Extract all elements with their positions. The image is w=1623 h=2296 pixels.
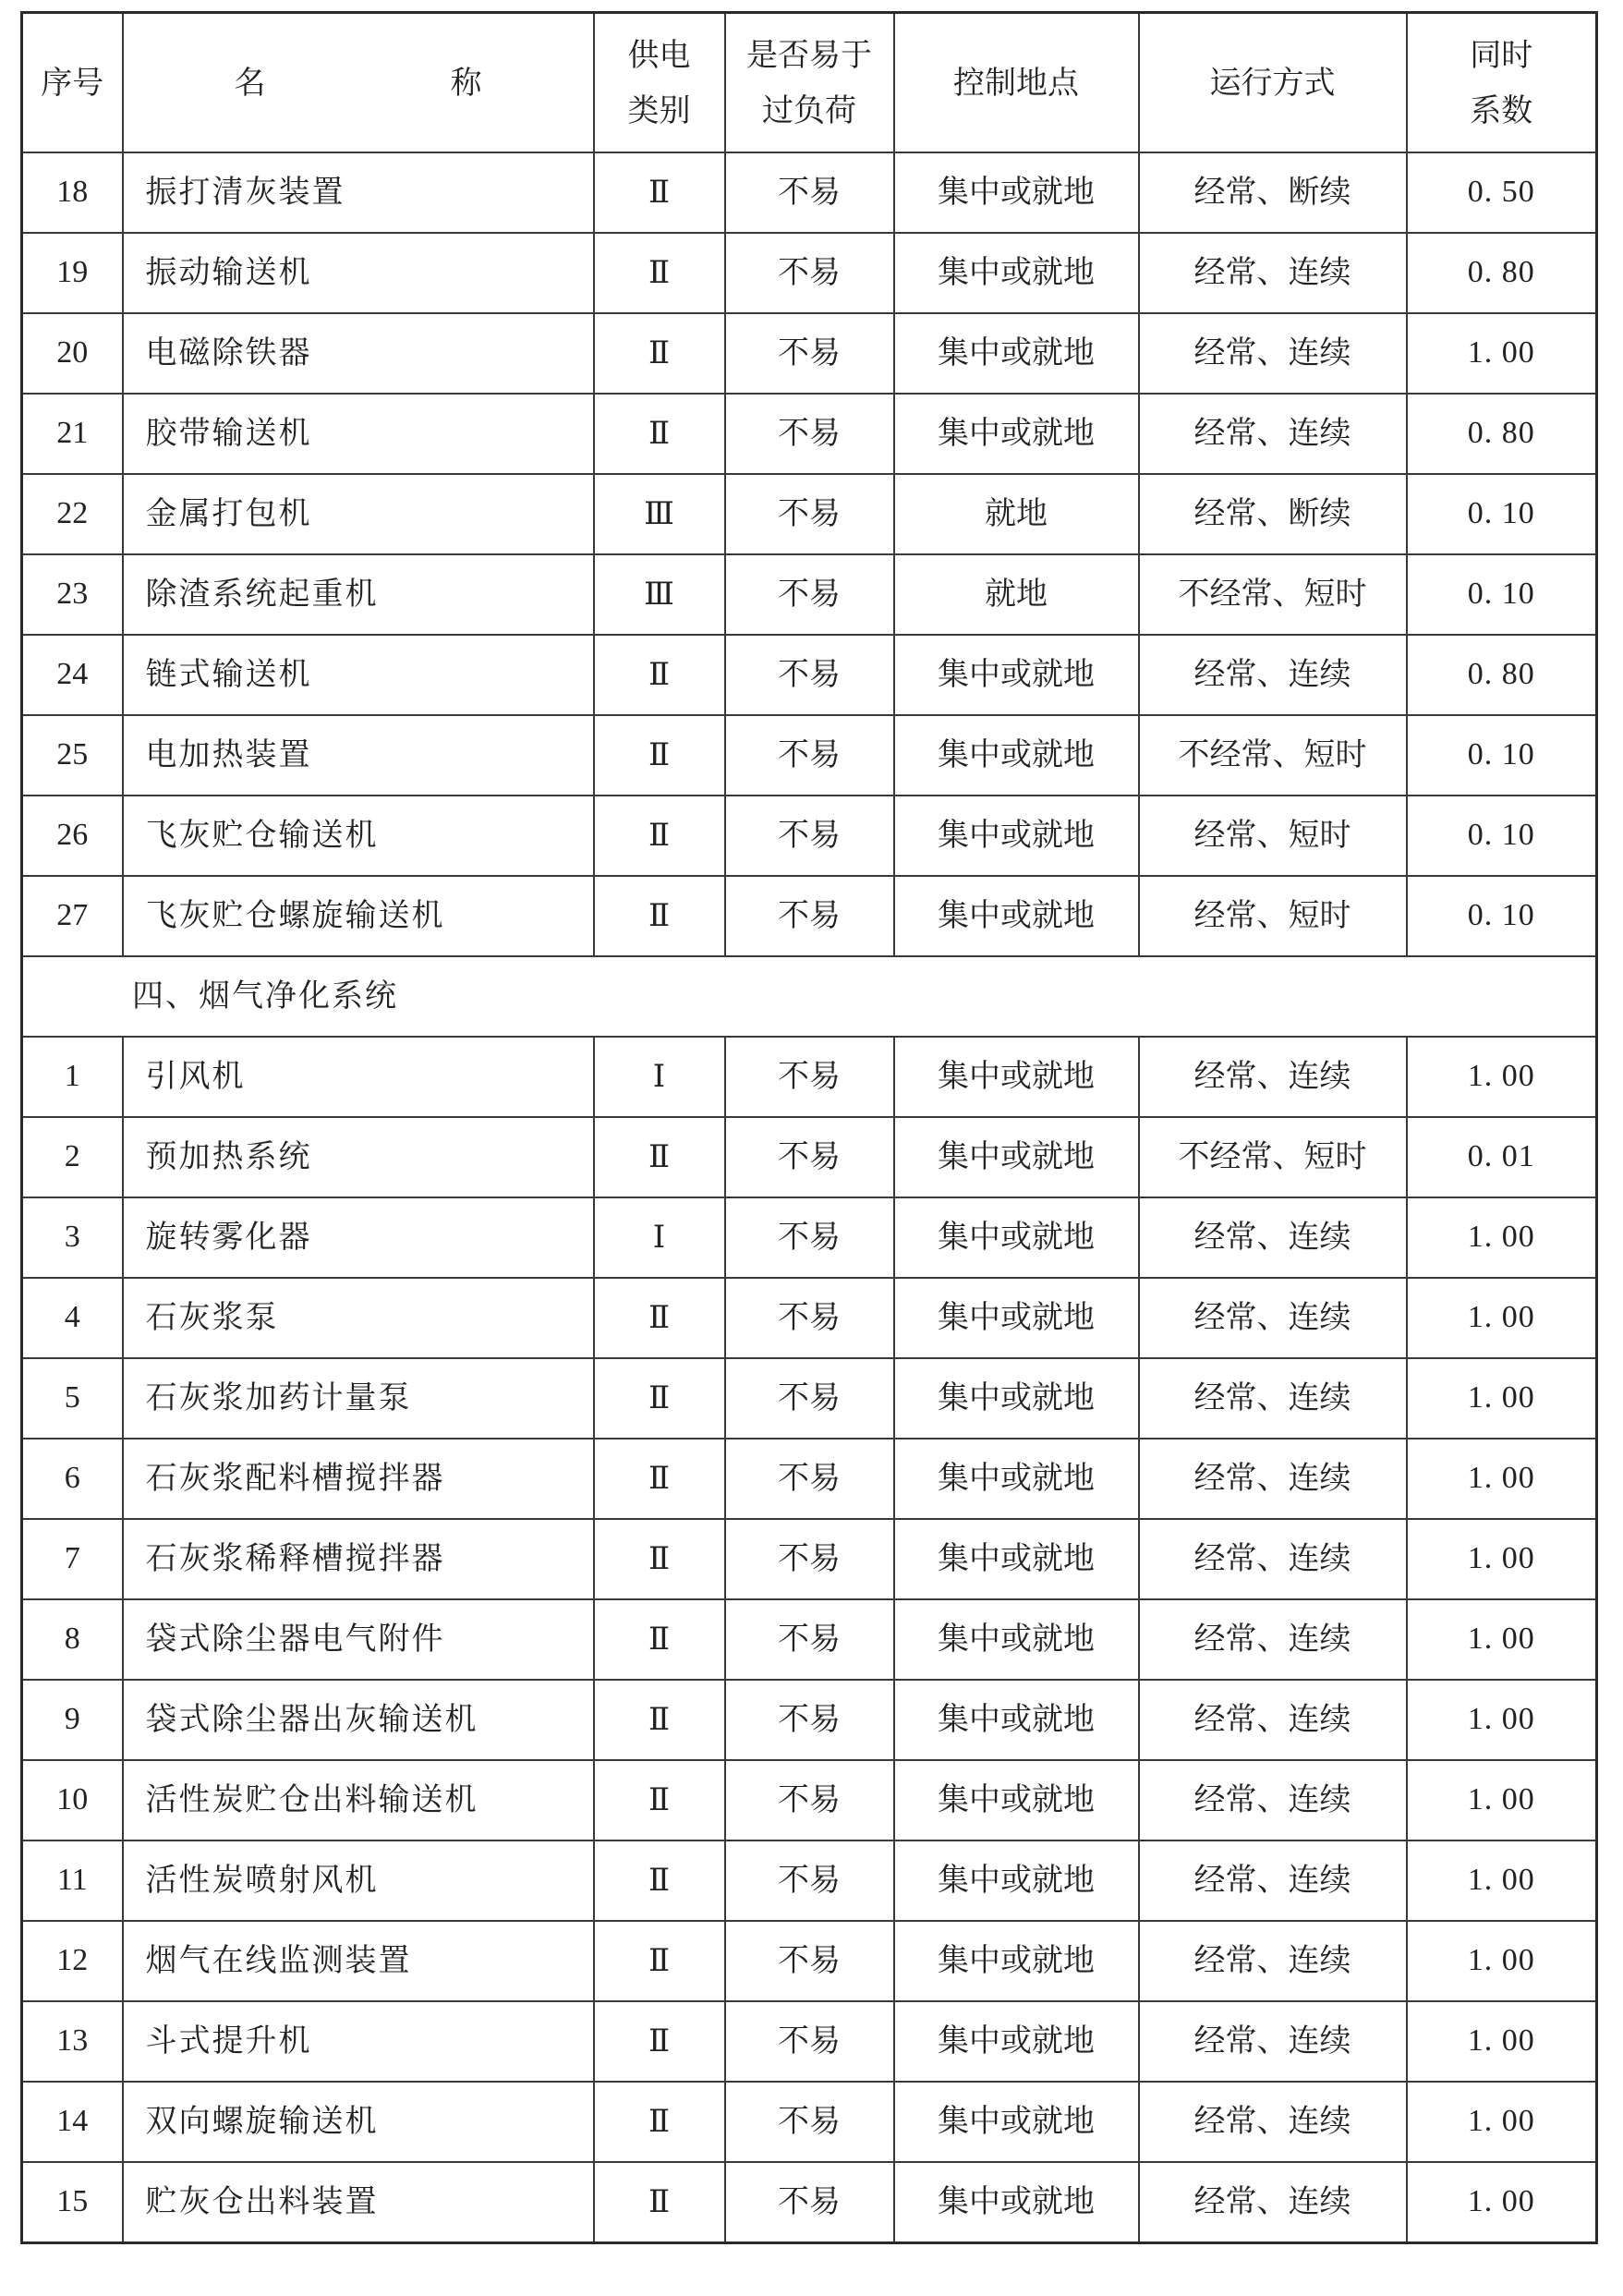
cell-operation-mode: 经常、连续 bbox=[1139, 1760, 1407, 1840]
cell-operation-mode: 经常、连续 bbox=[1139, 1358, 1407, 1439]
cell-seq: 8 bbox=[22, 1599, 123, 1680]
cell-operation-mode: 经常、连续 bbox=[1139, 635, 1407, 715]
cell-overload: 不易 bbox=[725, 1439, 894, 1519]
cell-name: 石灰浆配料槽搅拌器 bbox=[123, 1439, 594, 1519]
cell-supply-class: Ⅱ bbox=[594, 715, 725, 796]
table-row bbox=[22, 1117, 1597, 1197]
header-coef-line2: 系数 bbox=[1470, 91, 1533, 129]
cell-name: 金属打包机 bbox=[123, 474, 594, 554]
cell-overload: 不易 bbox=[725, 1117, 894, 1197]
cell-seq: 12 bbox=[22, 1921, 123, 2001]
cell-supply-class: Ⅱ bbox=[594, 2162, 725, 2243]
header-supply-class bbox=[594, 13, 725, 153]
cell-coefficient: 1. 00 bbox=[1407, 1278, 1597, 1358]
cell-operation-mode: 经常、连续 bbox=[1139, 2162, 1407, 2243]
cell-supply-class: Ⅱ bbox=[594, 1840, 725, 1921]
cell-supply-class: Ⅲ bbox=[594, 554, 725, 635]
table-body bbox=[22, 152, 1597, 2243]
cell-supply-class: Ⅱ bbox=[594, 1760, 725, 1840]
cell-seq: 5 bbox=[22, 1358, 123, 1439]
cell-control-location: 集中或就地 bbox=[894, 796, 1139, 876]
cell-overload: 不易 bbox=[725, 554, 894, 635]
cell-operation-mode: 不经常、短时 bbox=[1139, 715, 1407, 796]
table-row bbox=[22, 1439, 1597, 1519]
header-mode-text: 运行方式 bbox=[1209, 64, 1336, 102]
cell-operation-mode: 经常、连续 bbox=[1139, 1599, 1407, 1680]
header-simultaneity-coefficient bbox=[1407, 13, 1597, 153]
table-row bbox=[22, 715, 1597, 796]
cell-coefficient: 0. 80 bbox=[1407, 233, 1597, 313]
header-control-location bbox=[894, 13, 1139, 153]
cell-operation-mode: 经常、连续 bbox=[1139, 1680, 1407, 1760]
cell-seq: 24 bbox=[22, 635, 123, 715]
table-row bbox=[22, 1519, 1597, 1599]
cell-seq: 10 bbox=[22, 1760, 123, 1840]
header-name-right: 称 bbox=[450, 64, 482, 102]
cell-coefficient: 0. 80 bbox=[1407, 394, 1597, 474]
cell-coefficient: 0. 10 bbox=[1407, 796, 1597, 876]
cell-name: 旋转雾化器 bbox=[123, 1197, 594, 1278]
table-row bbox=[22, 1278, 1597, 1358]
cell-name: 袋式除尘器出灰输送机 bbox=[123, 1680, 594, 1760]
cell-coefficient: 1. 00 bbox=[1407, 1680, 1597, 1760]
cell-supply-class: Ⅱ bbox=[594, 1439, 725, 1519]
cell-control-location: 集中或就地 bbox=[894, 233, 1139, 313]
table-row bbox=[22, 1840, 1597, 1921]
cell-name: 活性炭喷射风机 bbox=[123, 1840, 594, 1921]
cell-operation-mode: 经常、连续 bbox=[1139, 1439, 1407, 1519]
cell-overload: 不易 bbox=[725, 635, 894, 715]
cell-control-location: 集中或就地 bbox=[894, 1037, 1139, 1117]
cell-operation-mode: 经常、断续 bbox=[1139, 152, 1407, 233]
cell-coefficient: 1. 00 bbox=[1407, 1037, 1597, 1117]
cell-control-location: 集中或就地 bbox=[894, 2162, 1139, 2243]
cell-control-location: 集中或就地 bbox=[894, 1840, 1139, 1921]
cell-operation-mode: 经常、连续 bbox=[1139, 1197, 1407, 1278]
cell-supply-class: Ⅱ bbox=[594, 796, 725, 876]
cell-coefficient: 1. 00 bbox=[1407, 1358, 1597, 1439]
cell-seq: 6 bbox=[22, 1439, 123, 1519]
header-row bbox=[22, 13, 1597, 153]
table-row bbox=[22, 2162, 1597, 2243]
table-row bbox=[22, 313, 1597, 394]
cell-operation-mode: 经常、连续 bbox=[1139, 2001, 1407, 2082]
cell-supply-class: Ⅱ bbox=[594, 1921, 725, 2001]
cell-operation-mode: 不经常、短时 bbox=[1139, 1117, 1407, 1197]
cell-overload: 不易 bbox=[725, 1037, 894, 1117]
cell-coefficient: 0. 80 bbox=[1407, 635, 1597, 715]
cell-seq: 1 bbox=[22, 1037, 123, 1117]
cell-supply-class: Ⅱ bbox=[594, 1680, 725, 1760]
table-row bbox=[22, 635, 1597, 715]
cell-seq: 19 bbox=[22, 233, 123, 313]
cell-control-location: 集中或就地 bbox=[894, 1117, 1139, 1197]
cell-overload: 不易 bbox=[725, 394, 894, 474]
cell-overload: 不易 bbox=[725, 1680, 894, 1760]
cell-supply-class: Ⅱ bbox=[594, 313, 725, 394]
table-row bbox=[22, 1037, 1597, 1117]
cell-control-location: 集中或就地 bbox=[894, 1358, 1139, 1439]
table-row bbox=[22, 233, 1597, 313]
header-control-text: 控制地点 bbox=[953, 64, 1079, 102]
header-overload-line1: 是否易于 bbox=[746, 36, 872, 74]
cell-seq: 2 bbox=[22, 1117, 123, 1197]
cell-overload: 不易 bbox=[725, 1599, 894, 1680]
cell-control-location: 集中或就地 bbox=[894, 715, 1139, 796]
cell-supply-class: Ⅱ bbox=[594, 2001, 725, 2082]
cell-seq: 13 bbox=[22, 2001, 123, 2082]
cell-overload: 不易 bbox=[725, 313, 894, 394]
cell-seq: 23 bbox=[22, 554, 123, 635]
cell-name: 活性炭贮仓出料输送机 bbox=[123, 1760, 594, 1840]
header-supply-line2: 类别 bbox=[627, 91, 691, 129]
cell-overload: 不易 bbox=[725, 2162, 894, 2243]
table-row bbox=[22, 796, 1597, 876]
cell-supply-class: Ⅱ bbox=[594, 1599, 725, 1680]
cell-coefficient: 1. 00 bbox=[1407, 2001, 1597, 2082]
cell-control-location: 集中或就地 bbox=[894, 1197, 1139, 1278]
table-row bbox=[22, 1358, 1597, 1439]
cell-name: 除渣系统起重机 bbox=[123, 554, 594, 635]
cell-control-location: 集中或就地 bbox=[894, 1680, 1139, 1760]
cell-seq: 14 bbox=[22, 2082, 123, 2162]
cell-supply-class: Ⅱ bbox=[594, 1519, 725, 1599]
cell-coefficient: 1. 00 bbox=[1407, 1921, 1597, 2001]
cell-coefficient: 0. 10 bbox=[1407, 876, 1597, 956]
table-row bbox=[22, 474, 1597, 554]
cell-overload: 不易 bbox=[725, 1519, 894, 1599]
cell-control-location: 集中或就地 bbox=[894, 1760, 1139, 1840]
cell-supply-class: Ⅱ bbox=[594, 233, 725, 313]
cell-name: 电磁除铁器 bbox=[123, 313, 594, 394]
cell-control-location: 集中或就地 bbox=[894, 1278, 1139, 1358]
cell-name: 飞灰贮仓螺旋输送机 bbox=[123, 876, 594, 956]
table-row bbox=[22, 394, 1597, 474]
cell-overload: 不易 bbox=[725, 1358, 894, 1439]
header-coef-line1: 同时 bbox=[1470, 36, 1533, 74]
cell-overload: 不易 bbox=[725, 715, 894, 796]
header-name-left: 名 bbox=[234, 64, 266, 102]
cell-seq: 20 bbox=[22, 313, 123, 394]
cell-overload: 不易 bbox=[725, 1921, 894, 2001]
cell-overload: 不易 bbox=[725, 1197, 894, 1278]
cell-supply-class: Ⅱ bbox=[594, 1278, 725, 1358]
cell-control-location: 集中或就地 bbox=[894, 152, 1139, 233]
table-row bbox=[22, 1680, 1597, 1760]
cell-coefficient: 1. 00 bbox=[1407, 2082, 1597, 2162]
cell-name: 双向螺旋输送机 bbox=[123, 2082, 594, 2162]
cell-seq: 7 bbox=[22, 1519, 123, 1599]
cell-operation-mode: 经常、连续 bbox=[1139, 1921, 1407, 2001]
cell-overload: 不易 bbox=[725, 233, 894, 313]
cell-overload: 不易 bbox=[725, 474, 894, 554]
cell-coefficient: 1. 00 bbox=[1407, 1519, 1597, 1599]
cell-seq: 22 bbox=[22, 474, 123, 554]
cell-supply-class: Ⅱ bbox=[594, 2082, 725, 2162]
table-row bbox=[22, 876, 1597, 956]
cell-coefficient: 1. 00 bbox=[1407, 1439, 1597, 1519]
cell-supply-class: Ⅰ bbox=[594, 1197, 725, 1278]
cell-supply-class: Ⅱ bbox=[594, 635, 725, 715]
cell-overload: 不易 bbox=[725, 876, 894, 956]
cell-control-location: 集中或就地 bbox=[894, 394, 1139, 474]
cell-overload: 不易 bbox=[725, 1840, 894, 1921]
cell-supply-class: Ⅱ bbox=[594, 1117, 725, 1197]
cell-overload: 不易 bbox=[725, 1760, 894, 1840]
cell-operation-mode: 经常、连续 bbox=[1139, 1278, 1407, 1358]
cell-seq: 21 bbox=[22, 394, 123, 474]
cell-supply-class: Ⅱ bbox=[594, 876, 725, 956]
table-header bbox=[22, 13, 1597, 153]
cell-coefficient: 0. 01 bbox=[1407, 1117, 1597, 1197]
cell-overload: 不易 bbox=[725, 152, 894, 233]
cell-name: 贮灰仓出料装置 bbox=[123, 2162, 594, 2243]
cell-control-location: 集中或就地 bbox=[894, 2001, 1139, 2082]
cell-operation-mode: 经常、连续 bbox=[1139, 2082, 1407, 2162]
table-row bbox=[22, 2001, 1597, 2082]
cell-supply-class: Ⅱ bbox=[594, 394, 725, 474]
cell-control-location: 集中或就地 bbox=[894, 1519, 1139, 1599]
cell-overload: 不易 bbox=[725, 1278, 894, 1358]
table-row bbox=[22, 152, 1597, 233]
cell-control-location: 就地 bbox=[894, 474, 1139, 554]
cell-name: 电加热装置 bbox=[123, 715, 594, 796]
header-seq bbox=[22, 13, 123, 153]
equipment-load-table bbox=[20, 11, 1598, 2244]
cell-seq: 27 bbox=[22, 876, 123, 956]
cell-name: 飞灰贮仓输送机 bbox=[123, 796, 594, 876]
cell-seq: 4 bbox=[22, 1278, 123, 1358]
table-row bbox=[22, 1760, 1597, 1840]
cell-operation-mode: 经常、断续 bbox=[1139, 474, 1407, 554]
cell-operation-mode: 经常、连续 bbox=[1139, 394, 1407, 474]
cell-supply-class: Ⅱ bbox=[594, 1358, 725, 1439]
cell-name: 烟气在线监测装置 bbox=[123, 1921, 594, 2001]
cell-name: 振打清灰装置 bbox=[123, 152, 594, 233]
table-row bbox=[22, 2082, 1597, 2162]
table-row bbox=[22, 1921, 1597, 2001]
header-operation-mode bbox=[1139, 13, 1407, 153]
cell-supply-class: Ⅱ bbox=[594, 152, 725, 233]
cell-operation-mode: 经常、连续 bbox=[1139, 233, 1407, 313]
cell-supply-class: Ⅲ bbox=[594, 474, 725, 554]
cell-name: 振动输送机 bbox=[123, 233, 594, 313]
cell-operation-mode: 经常、连续 bbox=[1139, 1840, 1407, 1921]
cell-name: 袋式除尘器电气附件 bbox=[123, 1599, 594, 1680]
cell-overload: 不易 bbox=[725, 796, 894, 876]
cell-coefficient: 1. 00 bbox=[1407, 2162, 1597, 2243]
header-seq-text: 序号 bbox=[41, 64, 104, 102]
header-supply-line1: 供电 bbox=[627, 36, 691, 74]
cell-control-location: 集中或就地 bbox=[894, 1439, 1139, 1519]
cell-name: 胶带输送机 bbox=[123, 394, 594, 474]
section-row bbox=[22, 956, 1597, 1037]
cell-coefficient: 1. 00 bbox=[1407, 1197, 1597, 1278]
cell-seq: 11 bbox=[22, 1840, 123, 1921]
cell-seq: 25 bbox=[22, 715, 123, 796]
cell-seq: 3 bbox=[22, 1197, 123, 1278]
cell-coefficient: 0. 10 bbox=[1407, 715, 1597, 796]
cell-control-location: 集中或就地 bbox=[894, 876, 1139, 956]
header-overload bbox=[725, 13, 894, 153]
cell-control-location: 集中或就地 bbox=[894, 2082, 1139, 2162]
cell-seq: 26 bbox=[22, 796, 123, 876]
cell-operation-mode: 经常、连续 bbox=[1139, 313, 1407, 394]
cell-operation-mode: 不经常、短时 bbox=[1139, 554, 1407, 635]
cell-seq: 9 bbox=[22, 1680, 123, 1760]
cell-operation-mode: 经常、连续 bbox=[1139, 1037, 1407, 1117]
cell-seq: 15 bbox=[22, 2162, 123, 2243]
header-name bbox=[123, 13, 594, 153]
cell-name: 石灰浆泵 bbox=[123, 1278, 594, 1358]
cell-coefficient: 1. 00 bbox=[1407, 1840, 1597, 1921]
cell-control-location: 集中或就地 bbox=[894, 1921, 1139, 2001]
cell-name: 引风机 bbox=[123, 1037, 594, 1117]
section-title: 四、烟气净化系统 bbox=[22, 956, 1597, 1037]
cell-overload: 不易 bbox=[725, 2082, 894, 2162]
cell-name: 斗式提升机 bbox=[123, 2001, 594, 2082]
cell-control-location: 集中或就地 bbox=[894, 635, 1139, 715]
cell-control-location: 集中或就地 bbox=[894, 313, 1139, 394]
cell-name: 链式输送机 bbox=[123, 635, 594, 715]
cell-coefficient: 1. 00 bbox=[1407, 1760, 1597, 1840]
cell-coefficient: 0. 50 bbox=[1407, 152, 1597, 233]
cell-seq: 18 bbox=[22, 152, 123, 233]
cell-operation-mode: 经常、连续 bbox=[1139, 1519, 1407, 1599]
cell-coefficient: 1. 00 bbox=[1407, 313, 1597, 394]
header-overload-line2: 过负荷 bbox=[762, 91, 856, 129]
table-row bbox=[22, 554, 1597, 635]
cell-coefficient: 0. 10 bbox=[1407, 554, 1597, 635]
cell-coefficient: 1. 00 bbox=[1407, 1599, 1597, 1680]
cell-operation-mode: 经常、短时 bbox=[1139, 796, 1407, 876]
table-row bbox=[22, 1599, 1597, 1680]
table-row bbox=[22, 1197, 1597, 1278]
cell-coefficient: 0. 10 bbox=[1407, 474, 1597, 554]
equipment-load-table-container bbox=[20, 11, 1595, 2244]
cell-operation-mode: 经常、短时 bbox=[1139, 876, 1407, 956]
cell-name: 石灰浆稀释槽搅拌器 bbox=[123, 1519, 594, 1599]
cell-control-location: 就地 bbox=[894, 554, 1139, 635]
cell-control-location: 集中或就地 bbox=[894, 1599, 1139, 1680]
cell-name: 石灰浆加药计量泵 bbox=[123, 1358, 594, 1439]
cell-name: 预加热系统 bbox=[123, 1117, 594, 1197]
cell-supply-class: Ⅰ bbox=[594, 1037, 725, 1117]
cell-overload: 不易 bbox=[725, 2001, 894, 2082]
